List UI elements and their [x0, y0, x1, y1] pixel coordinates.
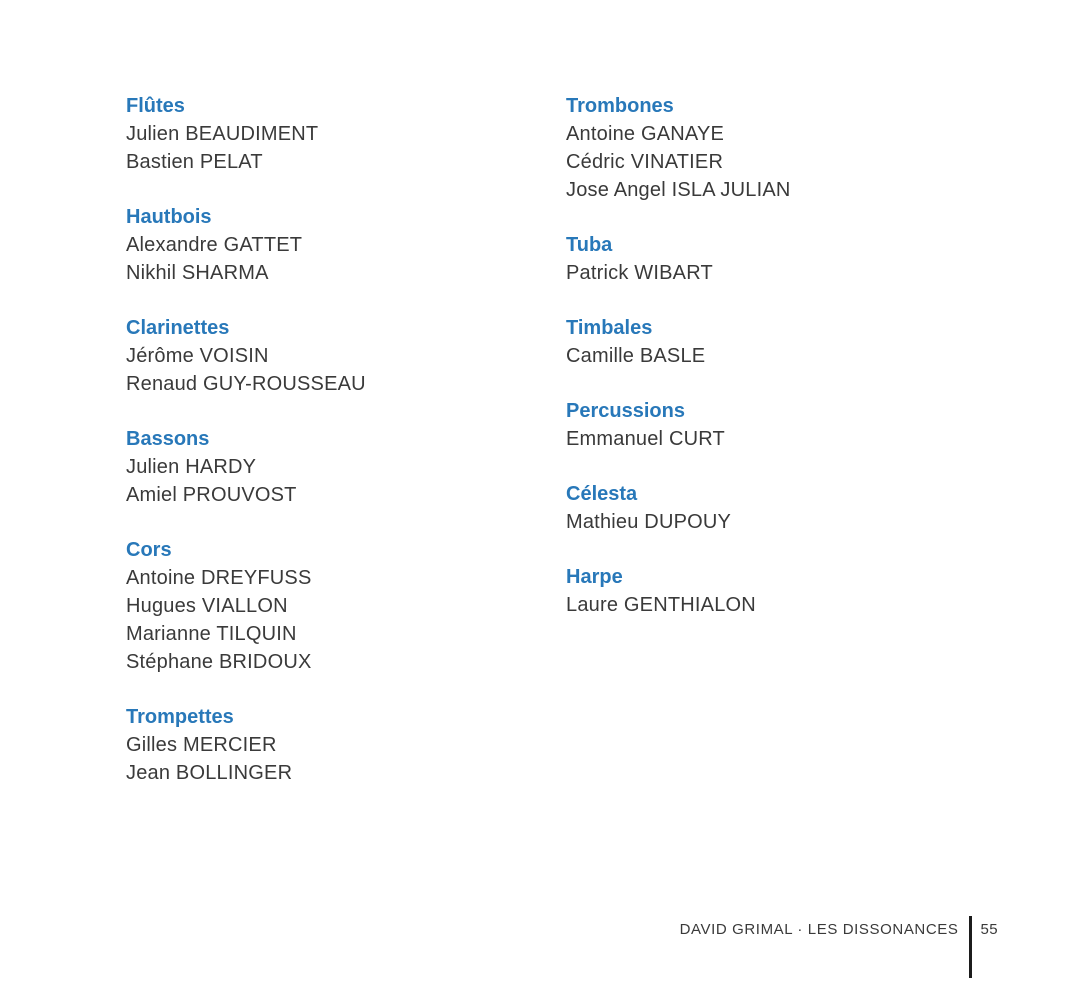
musician-name: Camille BASLE: [566, 345, 706, 367]
instrument-section: [126, 314, 556, 398]
instrument-section: [566, 480, 996, 536]
musician-name: Jérôme VOISIN: [126, 345, 269, 367]
section-title: Cors: [126, 539, 172, 561]
instrument-section: [126, 92, 556, 176]
musician-name: Julien BEAUDIMENT: [126, 123, 319, 145]
section-title: Bassons: [126, 428, 210, 450]
musician-name: Cédric VINATIER: [566, 151, 724, 173]
section-title: Flûtes: [126, 95, 185, 117]
section-title: Célesta: [566, 483, 638, 505]
section-title: Percussions: [566, 400, 685, 422]
musician-name: Julien HARDY: [126, 456, 257, 478]
musician-name: Renaud GUY-ROUSSEAU: [126, 373, 366, 395]
section-title: Clarinettes: [126, 317, 230, 339]
musician-name: Mathieu DUPOUY: [566, 511, 732, 533]
musician-name: Nikhil SHARMA: [126, 262, 269, 284]
musician-name: Jean BOLLINGER: [126, 762, 293, 784]
musician-name: Bastien PELAT: [126, 151, 263, 173]
musician-name: Patrick WIBART: [566, 262, 713, 284]
musician-name: Gilles MERCIER: [126, 734, 277, 756]
instrument-section: [566, 231, 996, 287]
section-title: Harpe: [566, 566, 623, 588]
section-title: Trompettes: [126, 706, 234, 728]
footer-page-number: 55: [980, 921, 998, 938]
musician-name: Hugues VIALLON: [126, 595, 288, 617]
roster-column-left: [126, 92, 556, 814]
instrument-section: [126, 536, 556, 676]
instrument-section: [566, 92, 996, 204]
footer-credit: DAVID GRIMAL · LES DISSONANCES: [679, 921, 959, 938]
section-title: Timbales: [566, 317, 653, 339]
instrument-section: [566, 314, 996, 370]
section-title: Tuba: [566, 234, 613, 256]
section-title: Trombones: [566, 95, 674, 117]
footer: [680, 916, 998, 978]
musician-name: Antoine GANAYE: [566, 123, 725, 145]
instrument-section: [126, 203, 556, 287]
musician-name: Laure GENTHIALON: [566, 594, 756, 616]
instrument-section: [566, 397, 996, 453]
roster-column-right: [566, 92, 996, 646]
instrument-section: [126, 703, 556, 787]
musician-name: Emmanuel CURT: [566, 428, 725, 450]
musician-name: Marianne TILQUIN: [126, 623, 297, 645]
musician-name: Jose Angel ISLA JULIAN: [566, 179, 791, 201]
musician-name: Stéphane BRIDOUX: [126, 651, 312, 673]
musician-name: Antoine DREYFUSS: [126, 567, 312, 589]
musician-name: Alexandre GATTET: [126, 234, 303, 256]
footer-divider: [969, 916, 972, 978]
instrument-section: [566, 563, 996, 619]
instrument-section: [126, 425, 556, 509]
section-title: Hautbois: [126, 206, 212, 228]
musician-name: Amiel PROUVOST: [126, 484, 297, 506]
